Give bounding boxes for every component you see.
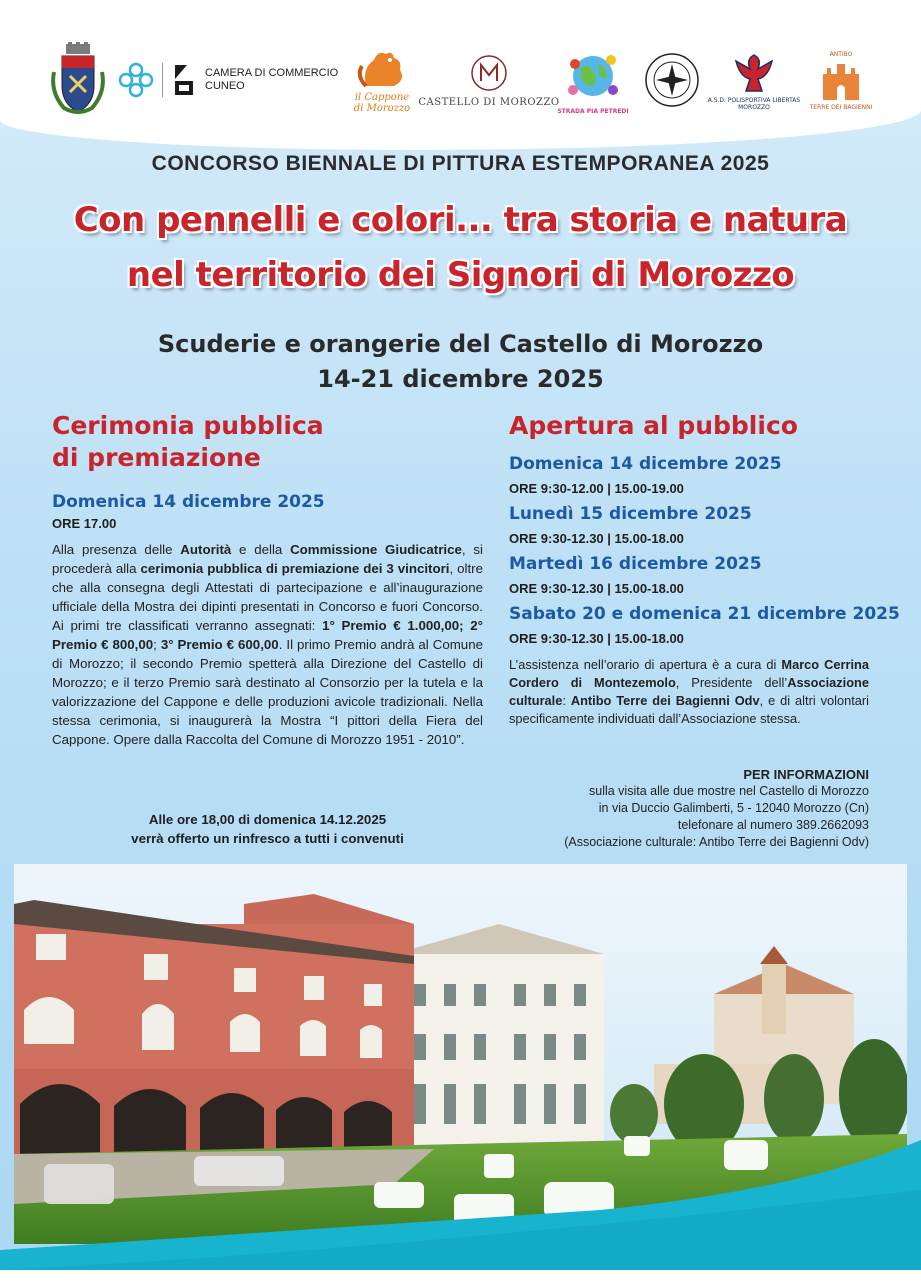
- ceremony-title-line1: Cerimonia pubblica: [52, 411, 324, 440]
- opening-hours-2: ORE 9:30-12.30 | 15.00-18.00: [509, 531, 684, 546]
- opening-day-2: Lunedì 15 dicembre 2025: [509, 504, 752, 524]
- antibo-logo: [806, 40, 876, 120]
- info-line2: in via Duccio Galimberti, 5 - 12040 Morozzo (Cn): [598, 801, 869, 815]
- ceremony-title-line2: di premiazione: [52, 443, 261, 472]
- ceremony-date: Domenica 14 dicembre 2025: [52, 492, 325, 512]
- antibo-bottom: TERRE DEI BAGIENNI: [809, 104, 873, 111]
- camera-line1: CAMERA DI COMMERCIO: [205, 67, 339, 79]
- refreshment-line2: verrà offerto un rinfresco a tutti i convenuti: [131, 831, 404, 846]
- asd-line1: A.S.D. POLISPORTIVA LIBERTAS: [707, 97, 801, 104]
- ceremony-description: Alla presenza delle Autorità e della Commissione Giudicatrice, si procederà alla cerimonia pubblica di premiazione dei 3 vincitori, oltre che alla consegna degli Attestati di partecipazione e all’inaugurazione ufficiale della Mostra dei dipinti presentati in Concorso e fuori Concorso. Ai primi tre classificati verranno assegnati: 1° Premio € 1.000,00; 2° Premio € 800,00; 3° Premio € 600,00. Il primo Premio andrà al Comune di Morozzo; il secondo Premio spetterà alla Direzione del Castello di Morozzo; e il terzo Premio sarà destinato al Consorzio per la tutela e la valorizzazione del Cappone e delle produzioni avicole tradizionali. Nella stessa cerimonia, si inaugurerà la Mostra “I pittori della Fiera del Cappone. Opere dalla Raccolta del Comune di Morozzo 1951 - 2010”.: [52, 542, 483, 747]
- assistance-note: L’assistenza nell’orario di apertura è a cura di Marco Cerrina Cordero di Montezemolo, Presidente dell’Associazione culturale: Antibo Terre dei Bagienni Odv, e di altri volontari specificamente individuati dall’Associazione stessa.: [509, 657, 869, 726]
- globe-caption: STRADA PIA PETREDI: [557, 107, 629, 115]
- opening-title: Apertura al pubblico: [509, 411, 798, 440]
- globe-logo: [557, 40, 629, 120]
- asd-line2: MOROZZO: [738, 104, 770, 111]
- camera-commercio-icon: [171, 63, 197, 97]
- cappone-logo: [344, 40, 420, 120]
- seal-logo: [642, 40, 702, 120]
- info-heading: PER INFORMAZIONI: [743, 767, 869, 782]
- info-box: [509, 766, 869, 851]
- compass-seal-icon: [644, 52, 700, 108]
- coat-of-arms-icon: [48, 42, 108, 118]
- cappone-line2: di Morozzo: [353, 103, 411, 114]
- contest-subtitle: CONCORSO BIENNALE DI PITTURA ESTEMPORANEA 2025: [151, 152, 770, 175]
- antibo-top: ANTIBO: [829, 51, 853, 58]
- opening-hours-1: ORE 9:30-12.00 | 15.00-19.00: [509, 481, 684, 496]
- opening-hours-4: ORE 9:30-12.30 | 15.00-18.00: [509, 631, 684, 646]
- ceremony-title: [52, 410, 324, 474]
- eagle-icon: [732, 49, 776, 95]
- main-title-line1: Con pennelli e colori... tra storia e natura: [73, 200, 848, 240]
- flower-icon: [118, 62, 154, 98]
- cappone-line1: il Cappone: [354, 92, 410, 103]
- opening-day-4: Sabato 20 e domenica 21 dicembre 2025: [509, 604, 900, 624]
- camera-commercio-logo: [118, 40, 348, 120]
- refreshment-line1: Alle ore 18,00 di domenica 14.12.2025: [148, 812, 387, 827]
- ceremony-time: ORE 17.00: [52, 516, 117, 531]
- comune-logo: [46, 40, 110, 120]
- camera-line2: CUNEO: [205, 80, 245, 92]
- opening-day-3: Martedì 16 dicembre 2025: [509, 554, 762, 574]
- rooster-icon: [356, 46, 408, 92]
- venue-line1: Scuderie e orangerie del Castello di Morozzo: [157, 330, 764, 358]
- opening-day-1: Domenica 14 dicembre 2025: [509, 454, 782, 474]
- info-line3: telefonare al numero 389.2662093: [677, 818, 869, 832]
- castle-monogram-icon: [469, 53, 509, 93]
- venue-dates: 14-21 dicembre 2025: [317, 365, 604, 393]
- castello-logo: [418, 40, 560, 120]
- asd-logo: [706, 40, 802, 120]
- opening-hours-3: ORE 9:30-12.30 | 15.00-18.00: [509, 581, 684, 596]
- castle-tower-icon: [817, 58, 865, 102]
- castello-caption: CASTELLO DI MOROZZO: [418, 96, 560, 108]
- info-line4: (Associazione culturale: Antibo Terre dei Bagienni Odv): [564, 835, 869, 849]
- main-title-line2: nel territorio dei Signori di Morozzo: [126, 255, 795, 295]
- info-line1: sulla visita alle due mostre nel Castello di Morozzo: [589, 784, 869, 798]
- bottom-wave: [0, 1130, 921, 1284]
- globe-icon: [563, 46, 623, 106]
- refreshment-note: [52, 810, 483, 848]
